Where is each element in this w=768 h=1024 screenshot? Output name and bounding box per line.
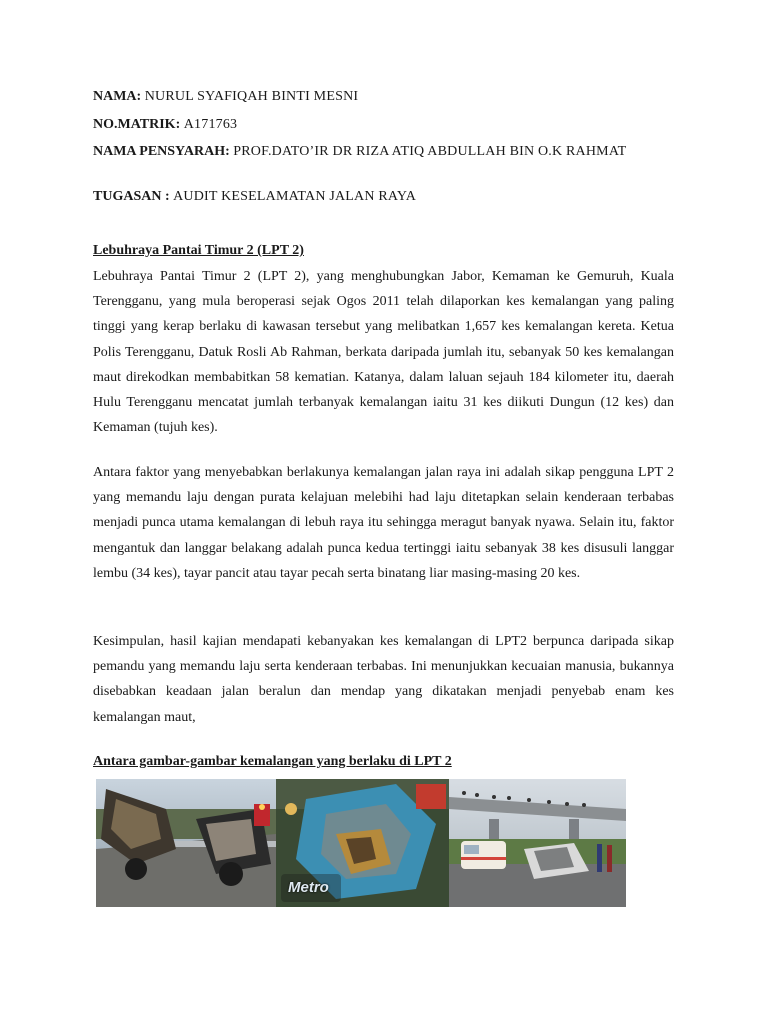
photo-watermark: Metro	[288, 879, 329, 896]
crash-photo-3	[449, 779, 626, 907]
paragraph-factors: Antara faktor yang menyebabkan berlakunya kemalangan jalan raya ini adalah sikap pengguna LPT 2 yang memandu laju dengan purata kelajuan melebihi had laju ditetapkan selain kenderaan terbabas menjadi punca utama kemalangan di lebuh raya itu sehingga meragut banyak nyawa. Selain itu, faktor mengantuk dan langgar belakang adalah punca kedua tertinggi iaitu sebanyak 38 kes disusuli langgar lembu (34 kes), tayar pancit atau tayar pecah serta binatang liar masing-masing 20 kes.	[93, 465, 674, 581]
paragraph-conclusion: Kesimpulan, hasil kajian mendapati kebanyakan kes kemalangan di LPT2 berpunca daripada sikap pemandu yang memandu laju serta kenderaan terbabas. Ini menunjukkan kecuaian manusia, bukannya disebabkan keadaan jalan beralun dan mendap yang dikatakan menjadi penyebab enam kes kemalangan maut,	[93, 634, 674, 725]
pensyarah-line	[93, 143, 633, 160]
tugasan-line	[93, 188, 693, 205]
crash-photo-2	[276, 779, 449, 907]
paragraph-intro: Lebuhraya Pantai Timur 2 (LPT 2), yang menghubungkan Jabor, Kemaman ke Gemuruh, Kuala Terengganu, yang mula beroperasi sejak Ogos 2011 telah dilaporkan kes kemalangan yang paling tinggi yang kerap berlaku di kawasan tersebut yang melibatkan 1,657 kes kemalangan kereta. Ketua Polis Terengganu, Datuk Rosli Ab Rahman, berkata daripada jumlah itu, sebanyak 50 kes kemalangan maut direkodkan membabitkan 58 kematian. Katanya, dalam laluan sejauh 184 kilometer itu, daerah Hulu Terengganu mencatat jumlah terbanyak kemalangan iaitu 31 kes diikuti Dungun (12 kes) dan Kemaman (tujuh kes).	[93, 269, 674, 436]
accident-photo-strip	[96, 779, 626, 907]
section-title-lpt2: Lebuhraya Pantai Timur 2 (LPT 2)	[93, 243, 304, 258]
section-title-photos: Antara gambar-gambar kemalangan yang berlaku di LPT 2	[93, 754, 452, 769]
tugasan-value: AUDIT KESELAMATAN JALAN RAYA	[173, 189, 417, 204]
matrik-value: A171763	[183, 117, 238, 132]
pensyarah-value: PROF.DATO’IR DR RIZA ATIQ ABDULLAH BIN O.K RAHMAT	[233, 144, 627, 159]
tugasan-label: TUGASAN :	[93, 189, 170, 204]
nama-label: NAMA:	[93, 89, 142, 104]
matrik-line	[93, 116, 693, 133]
crash-photo-1	[96, 779, 276, 907]
nama-line	[93, 88, 693, 105]
matrik-label: NO.MATRIK:	[93, 117, 181, 132]
pensyarah-label: NAMA PENSYARAH:	[93, 144, 230, 159]
nama-value: NURUL SYAFIQAH BINTI MESNI	[144, 89, 359, 104]
